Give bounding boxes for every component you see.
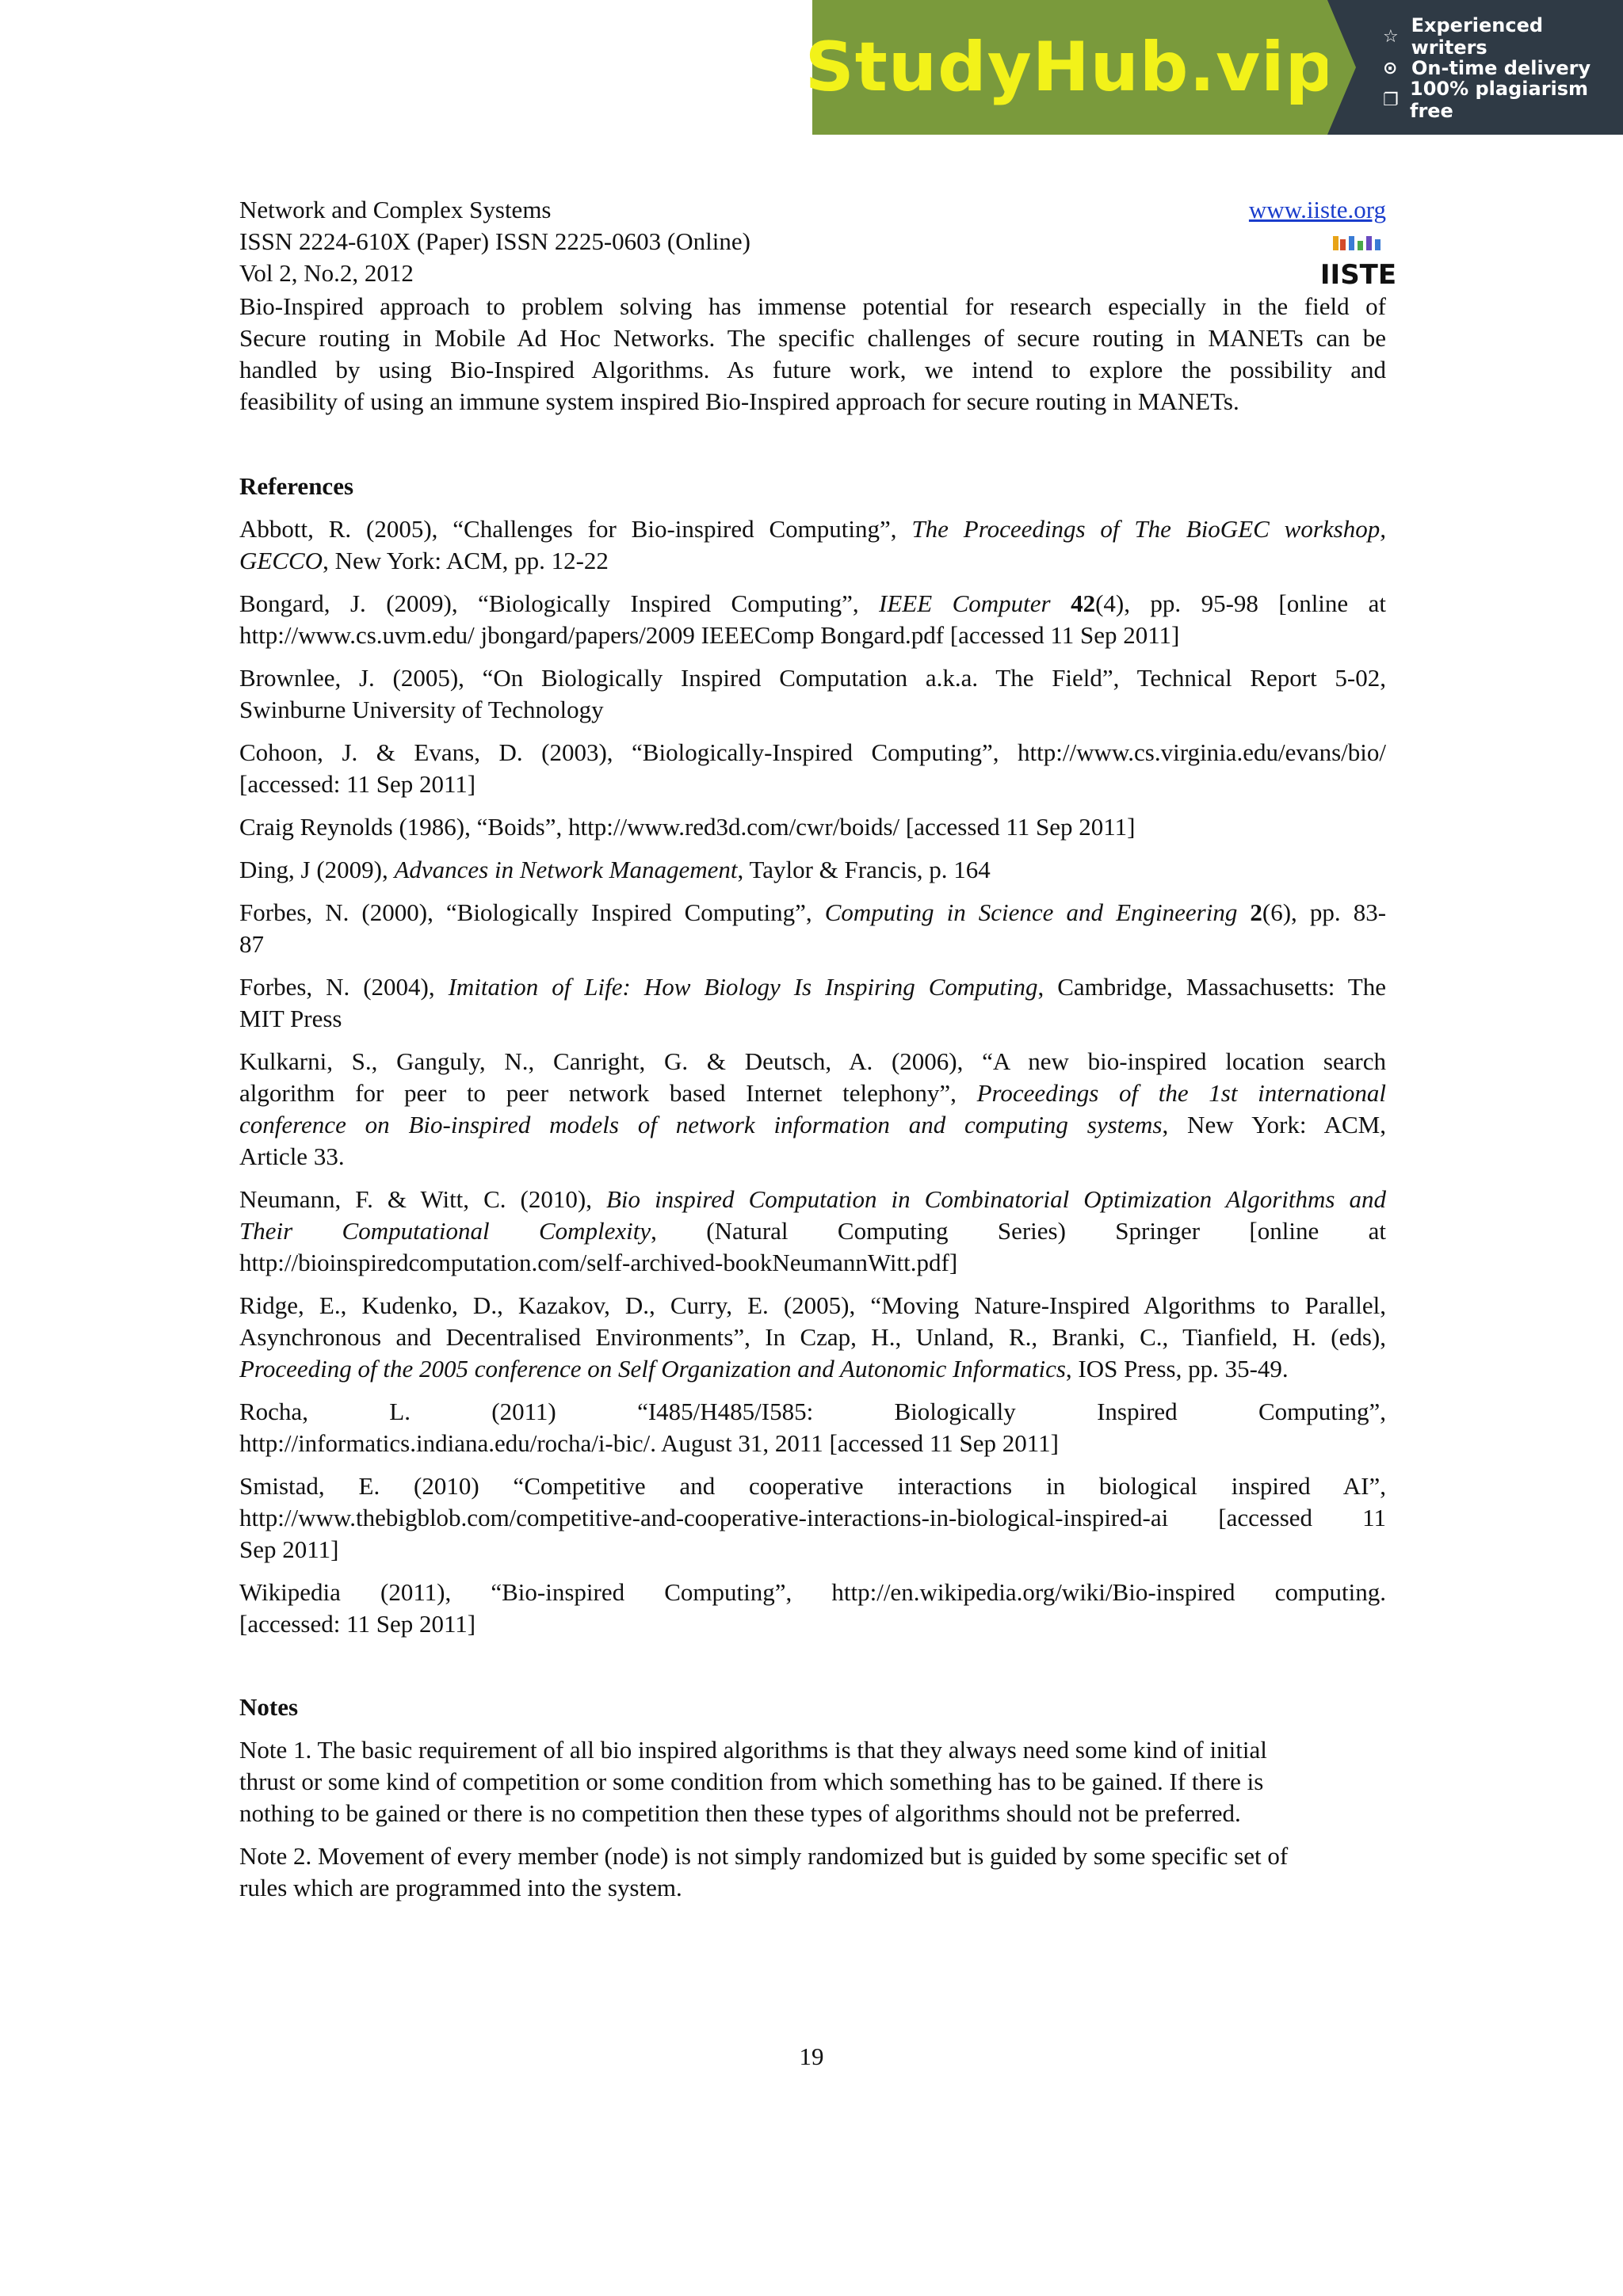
iiste-logo xyxy=(1319,235,1397,291)
intro-paragraph: Bio-Inspired approach to problem solving has immense potential for research especially in the field of Secure routing in Mobile Ad Hoc Networks. The specific challenges of secure routing in MANETs can be handled by using Bio-Inspired Algorithms. As future work, we intend to explore the possibility and feasibility of using an immune system inspired Bio-Inspired approach for secure routing in MANETs. xyxy=(239,292,1386,415)
svg-text:IISTE: IISTE xyxy=(1319,259,1397,291)
copy-icon: ❐ xyxy=(1383,90,1399,110)
references-heading: References xyxy=(239,472,354,500)
volume-line: Vol 2, No.2, 2012 xyxy=(239,259,414,287)
clock-icon: ⊙ xyxy=(1383,58,1398,78)
note-item: Note 1. The basic requirement of all bio inspired algorithms is that they always need some kind of initial thrust or some kind of competition or some condition from which something has to be gained. If there is nothing to be gained or there is no competition then these types of algorithms should not be preferred. xyxy=(239,1736,1267,1827)
reference-item: Forbes, N. (2000), “Biologically Inspired Computing”, Computing in Science and Engineering 2(6), pp. 83- 87 xyxy=(239,898,1387,958)
reference-item: Abbott, R. (2005), “Challenges for Bio-inspired Computing”, The Proceedings of The BioGEC workshop, GECCO, New York: ACM, pp. 12-22 xyxy=(239,515,1386,574)
feature-item: ☆ Experienced writers xyxy=(1383,14,1544,59)
reference-item: Cohoon, J. & Evans, D. (2003), “Biologically-Inspired Computing”, http://www.cs.virginia.edu/evans/bio/ [accessed: 11 Sep 2011] xyxy=(239,738,1386,798)
reference-item: Ridge, E., Kudenko, D., Kazakov, D., Curry, E. (2005), “Moving Nature-Inspired Algorithms to Parallel, Asynchronous and Decentralised Environments”, In Czap, H., Unland, R., Branki, C., Tianfield, H. (eds), Proceeding of the 2005 conference on Self Organization and Autonomic Informatics, IOS Press, pp. 35-49. xyxy=(239,1291,1386,1383)
reference-item: Craig Reynolds (1986), “Boids”, http://www.red3d.com/cwr/boids/ [accessed 11 Sep 2011] xyxy=(239,813,1136,841)
reference-item: Smistad, E. (2010) “Competitive and cooperative interactions in biological inspired AI”, http://www.thebigblob.com/competitive-and-cooperative-interactions-in-biological-inspired-ai [accessed 11 Sep 2011] xyxy=(239,1472,1386,1563)
notes-section xyxy=(239,1691,1386,1915)
website-link[interactable]: www.iiste.org xyxy=(1248,196,1386,223)
reference-item: Neumann, F. & Witt, C. (2010), Bio inspired Computation in Combinatorial Optimization Algorithms and Their Computational Complexity, (Natural Computing Series) Springer [online at http://bioinspiredcomputation.com/self-archived-bookNeumannWitt.pdf] xyxy=(239,1185,1386,1276)
brand-logo: StudyHub.vip xyxy=(804,28,1335,107)
features-panel xyxy=(1327,0,1623,135)
star-icon: ☆ xyxy=(1383,26,1399,47)
notes-heading: Notes xyxy=(239,1693,299,1721)
feature-item: ⊙ On-time delivery xyxy=(1383,57,1591,79)
reference-item: Bongard, J. (2009), “Biologically Inspired Computing”, IEEE Computer 42(4), pp. 95-98 [online at http://www.cs.uvm.edu/ jbongard/papers/2009 IEEEComp Bongard.pdf [accessed 11 Sep 2011] xyxy=(239,589,1386,649)
reference-item: Forbes, N. (2004), Imitation of Life: How Biology Is Inspiring Computing, Cambridge, Massachusetts: The MIT Press xyxy=(239,973,1386,1032)
reference-item: Brownlee, J. (2005), “On Biologically Inspired Computation a.k.a. The Field”, Technical Report 5-02, Swinburne University of Technology xyxy=(239,664,1386,723)
note-item: Note 2. Movement of every member (node) is not simply randomized but is guided by some specific set of rules which are programmed into the system. xyxy=(239,1842,1289,1901)
reference-item: Kulkarni, S., Ganguly, N., Canright, G. & Deutsch, A. (2006), “A new bio-inspired location search algorithm for peer to peer network based Internet telephony”, Proceedings of the 1st international conference on Bio-inspired models of network information and computing systems, New York: ACM, Article 33. xyxy=(239,1047,1386,1170)
ad-banner[interactable] xyxy=(804,0,1623,135)
page-number: 19 xyxy=(799,2042,824,2070)
issn-line: ISSN 2224-610X (Paper) ISSN 2225-0603 (Online) xyxy=(239,227,750,255)
brand-panel xyxy=(804,0,1335,135)
references-section xyxy=(239,471,1386,1651)
feature-item: ❐ 100% plagiarism free xyxy=(1383,78,1589,122)
reference-item: Wikipedia (2011), “Bio-inspired Computing”, http://en.wikipedia.org/wiki/Bio-inspired computing. [accessed: 11 Sep 2011] xyxy=(239,1578,1386,1638)
reference-item: Rocha, L. (2011) “I485/H485/I585: Biologically Inspired Computing”, http://informatics.indiana.edu/rocha/i-bic/. August 31, 2011 [accessed 11 Sep 2011] xyxy=(239,1398,1386,1457)
reference-item: Ding, J (2009), Advances in Network Management, Taylor & Francis, p. 164 xyxy=(239,856,991,883)
journal-name: Network and Complex Systems xyxy=(239,196,552,223)
journal-header xyxy=(239,194,1386,289)
